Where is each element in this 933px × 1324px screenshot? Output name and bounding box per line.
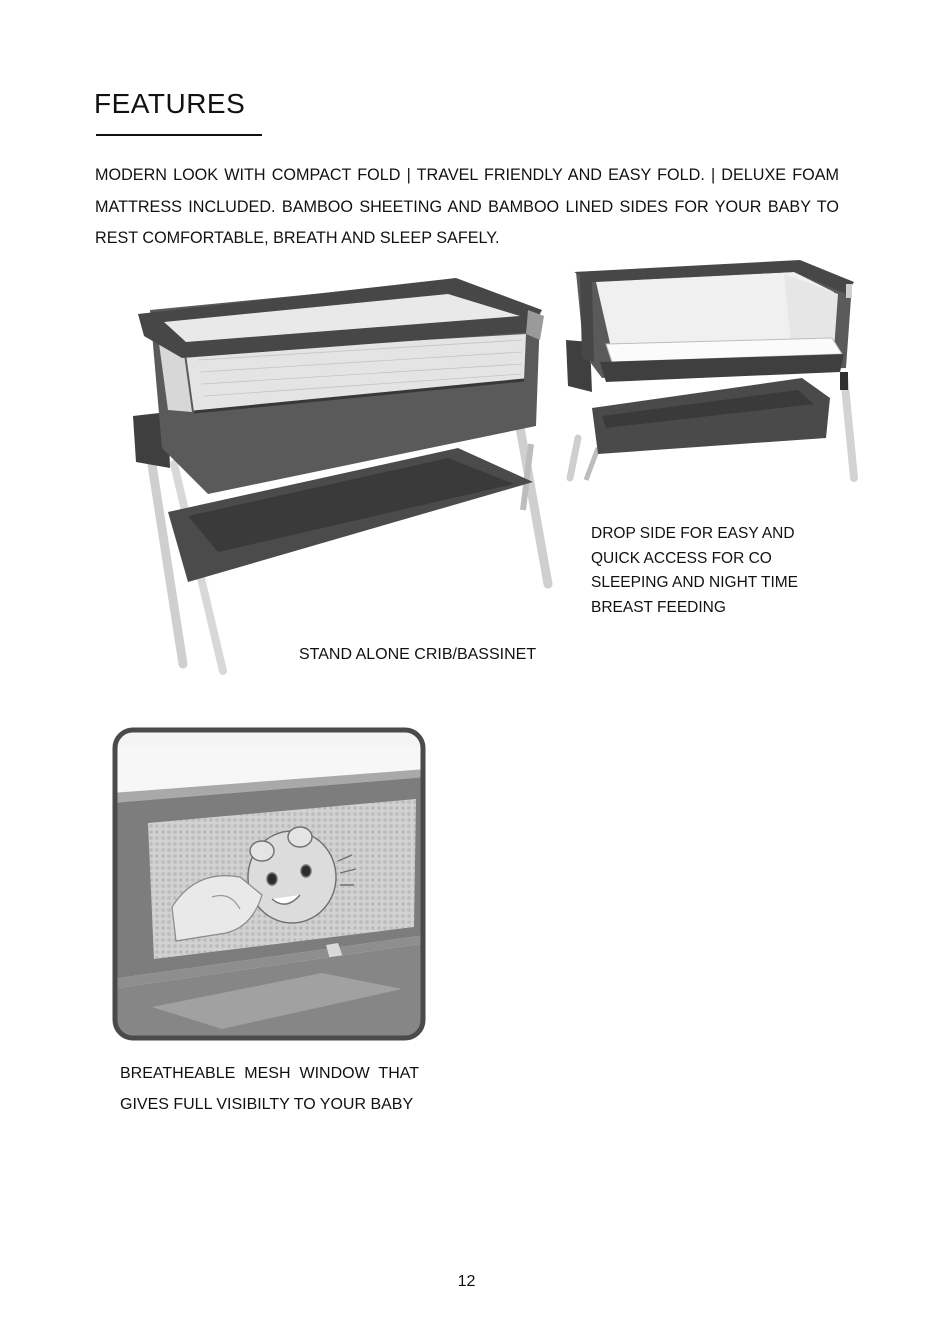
bassinet-closed-icon	[128, 276, 558, 676]
mesh-window-caption: BREATHEABLE MESH WINDOW THAT GIVES FULL VISIBILTY TO YOUR BABY	[120, 1065, 419, 1113]
intro-paragraph: MODERN LOOK WITH COMPACT FOLD | TRAVEL FRIENDLY AND EASY FOLD. | DELUXE FOAM MATTRESS INCLUDED. BAMBOO SHEETING AND BAMBOO LINED SIDES FOR YOUR BABY TO REST COMFORTABLE, BREATH AND SLEEP SAFELY.	[95, 166, 839, 247]
bassinet-open-side-icon	[562, 258, 868, 488]
mesh-window-baby-icon	[112, 727, 426, 1041]
drop-side-caption: DROP SIDE FOR EASY AND QUICK ACCESS FOR CO SLEEPING AND NIGHT TIME BREAST FEEDING	[591, 525, 799, 616]
page-number: 12	[457, 1273, 476, 1290]
page-title: FEATURES	[94, 88, 246, 119]
title-underline	[96, 134, 262, 136]
stand-alone-caption: STAND ALONE CRIB/BASSINET	[299, 646, 537, 663]
